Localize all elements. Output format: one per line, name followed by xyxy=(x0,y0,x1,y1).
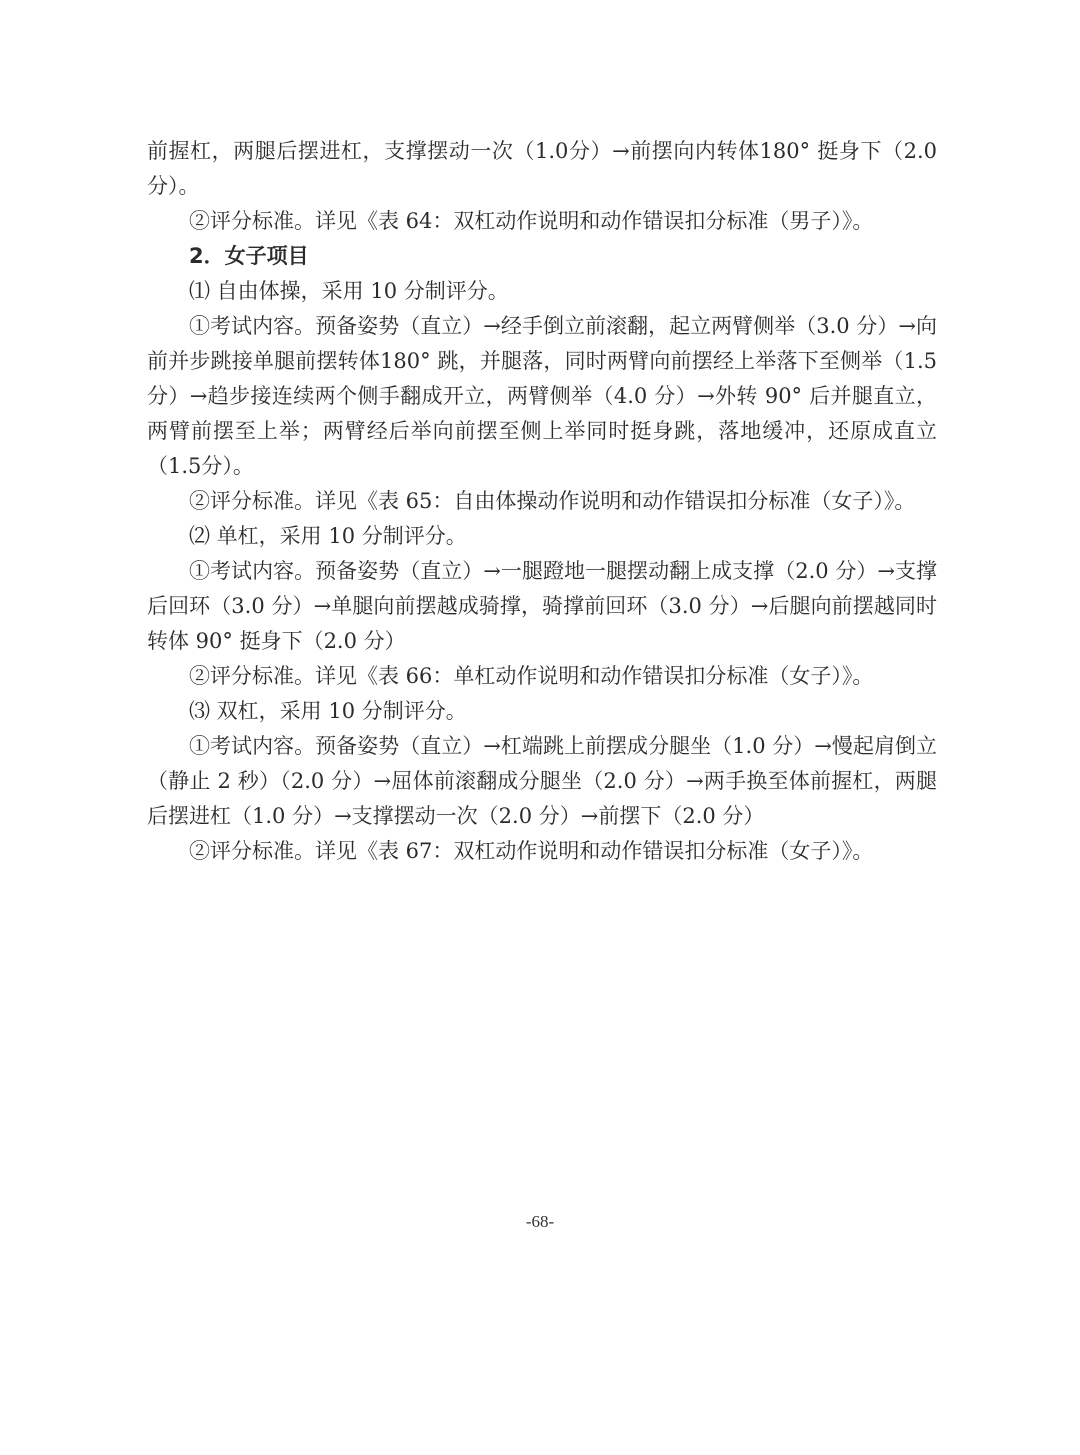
paragraph-parallel-bars-content: ①考试内容。预备姿势（直立）→杠端跳上前摆成分腿坐（1.0 分）→慢起肩倒立（静止 2 秒）（2.0 分）→屈体前滚翻成分腿坐（2.0 分）→两手换至体前握杠，两腿后摆进杠（1.0 分）→支撑摆动一次（2.0 分）→前摆下（2.0 分） xyxy=(147,734,937,828)
paragraph-horizontal-bar-content: ①考试内容。预备姿势（直立）→一腿蹬地一腿摆动翻上成支撑（2.0 分）→支撑后回环（3.0 分）→单腿向前摆越成骑撑，骑撑前回环（3.0 分）→后腿向前摆越同时转体 90° 挺身下（2.0 分） xyxy=(147,559,937,653)
paragraph-floor-exercise-content: ①考试内容。预备姿势（直立）→经手倒立前滚翻，起立两臂侧举（3.0 分）→向前并步跳接单腿前摆转体180° 跳，并腿落，同时两臂向前摆经上举落下至侧举（1.5分）→趋步接连续两个侧手翻成开立，两臂侧举（4.0 分）→外转 90° 后并腿直立，两臂前摆至上举；两臂经后举向前摆至侧上举同时挺身跳，落地缓冲，还原成直立（1.5分）。 xyxy=(147,314,937,478)
paragraph-continued-text: 前握杠，两腿后摆进杠，支撑摆动一次（1.0分）→前摆向内转体180° 挺身下（2.0分）。 xyxy=(147,139,937,198)
section-heading-women: 2．女子项目 xyxy=(189,244,309,268)
page-body xyxy=(147,134,937,869)
paragraph-floor-exercise-intro: ⑴ 自由体操，采用 10 分制评分。 xyxy=(189,279,509,303)
paragraph-scoring-male-parallel-bars: ②评分标准。详见《表 64：双杠动作说明和动作错误扣分标准（男子）》。 xyxy=(189,209,874,233)
paragraph-parallel-bars-intro: ⑶ 双杠，采用 10 分制评分。 xyxy=(189,699,467,723)
paragraph-horizontal-bar-scoring: ②评分标准。详见《表 66：单杠动作说明和动作错误扣分标准（女子）》。 xyxy=(189,664,874,688)
paragraph-horizontal-bar-intro: ⑵ 单杠，采用 10 分制评分。 xyxy=(189,524,467,548)
page-number: -68- xyxy=(525,1212,555,1231)
paragraph-parallel-bars-scoring: ②评分标准。详见《表 67：双杠动作说明和动作错误扣分标准（女子）》。 xyxy=(189,839,874,863)
paragraph-floor-exercise-scoring: ②评分标准。详见《表 65：自由体操动作说明和动作错误扣分标准（女子）》。 xyxy=(189,489,916,513)
